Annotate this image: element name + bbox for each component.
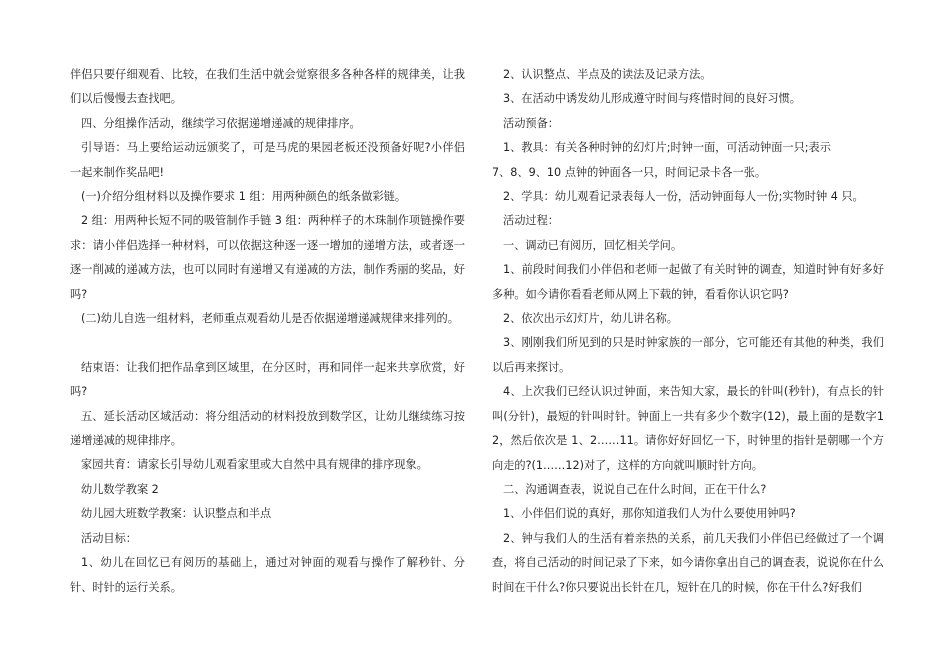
paragraph: 2、学具：幼儿观看记录表每人一份，活动钟面每人一份;实物时钟 4 只。 [503, 190, 864, 204]
paragraph: 1、小伴侣们说的真好，那你知道我们人为什么要使用钟吗? [503, 507, 796, 521]
paragraph: 3、刚刚我们所见到的只是时钟家族的一部分，它可能还有其他的种类，我们以后再来探讨。 [492, 336, 884, 374]
paragraph: 2、钟与我们人的生活有着亲热的关系，前几天我们小伴侣已经做过了一个调查，将自己活动的时间记录了下来，如今请你拿出自己的调查表，说说你在什么时间在干什么?你只要说出长针在几，短针在几的时候，你在干什么?好我们 [492, 531, 884, 594]
paragraph: 活动过程： [503, 214, 559, 228]
paragraph: 7、8、9、10 点钟的钟面各一只，时间记录卡各一张。 [492, 165, 767, 179]
paragraph: 活动目标： [81, 531, 137, 545]
paragraph: 结束语：让我们把作品拿到区域里，在分区时，再和同伴一起来共享欣赏，好吗? [70, 360, 465, 399]
left-column [70, 63, 465, 600]
paragraph: (一)介绍分组材料以及操作要求 1 组：用两种颜色的纸条做彩链。 [81, 190, 407, 204]
paragraph: 五、延长活动区域活动：将分组活动的材料投放到数学区，让幼儿继续练习按递增递减的规律排序。 [70, 409, 465, 448]
paragraph: 2 组：用两种长短不同的吸管制作手链 3 组：两种样子的木珠制作项链操作要求：请小伴侣选择一种材料，可以依据这种逐一逐一增加的递增方法，或者逐一逐一削减的递减方法，也可以同时有递增又有递减的方法，制作秀丽的奖品，好吗? [70, 214, 465, 301]
paragraph: 2、认识整点、半点及的读法及记录方法。 [503, 68, 712, 81]
paragraph: 四、分组操作活动，继续学习依据递增递减的规律排序。 [81, 116, 361, 130]
paragraph: 3、在活动中诱发幼儿形成遵守时间与疼惜时间的良好习惯。 [503, 92, 801, 106]
paragraph: 2、依次出示幻灯片，幼儿讲名称。 [503, 312, 678, 326]
right-column [492, 63, 884, 600]
paragraph: 家园共育：请家长引导幼儿观看家里或大自然中具有规律的排序现象。 [81, 458, 428, 472]
lesson-title: 幼儿园大班数学教案：认识整点和半点 [81, 507, 272, 521]
paragraph: 1、前段时间我们小伴侣和老师一起做了有关时钟的调查，知道时钟有好多好多种。如今请你看看老师从网上下载的钟，看看你认识它吗? [492, 263, 884, 301]
paragraph: 一、调动已有阅历，回忆相关学问。 [503, 238, 683, 252]
paragraph: 1、幼儿在回忆已有阅历的基础上，通过对钟面的观看与操作了解秒针、分针、时针的运行关系。 [70, 556, 465, 594]
paragraph: 活动预备： [503, 116, 559, 130]
paragraph: 引导语：马上要给运动远颁奖了，可是马虎的果园老板还没预备好呢?小伴侣一起来制作奖品吧! [70, 141, 465, 179]
section-heading: 幼儿数学教案 2 [81, 482, 159, 496]
paragraph: (二)幼儿自选一组材料，老师重点观看幼儿是否依据递增递减规律来排列的。 [81, 312, 459, 326]
blank-line [70, 331, 465, 355]
paragraph: 伴侣只要仔细观看、比较，在我们生活中就会觉察很多各种各样的规律美，让我们以后慢慢去查找吧。 [70, 68, 465, 106]
paragraph: 4、上次我们已经认识过钟面，来告知大家，最长的针叫(秒针)，有点长的针叫(分针)，最短的针叫时针。钟面上一共有多少个数字(12)，最上面的是数字12，然后依次是 1、2……11。请你好好回忆一下，时钟里的指针是朝哪一个方向走的?(1……12)对了，这样的方向就叫顺时针方向。 [492, 385, 884, 472]
paragraph: 1、教具：有关各种时钟的幻灯片;时钟一面，可活动钟面一只;表示 [503, 141, 831, 155]
paragraph: 二、沟通调查表，说说自己在什么时间，正在干什么? [503, 482, 767, 496]
